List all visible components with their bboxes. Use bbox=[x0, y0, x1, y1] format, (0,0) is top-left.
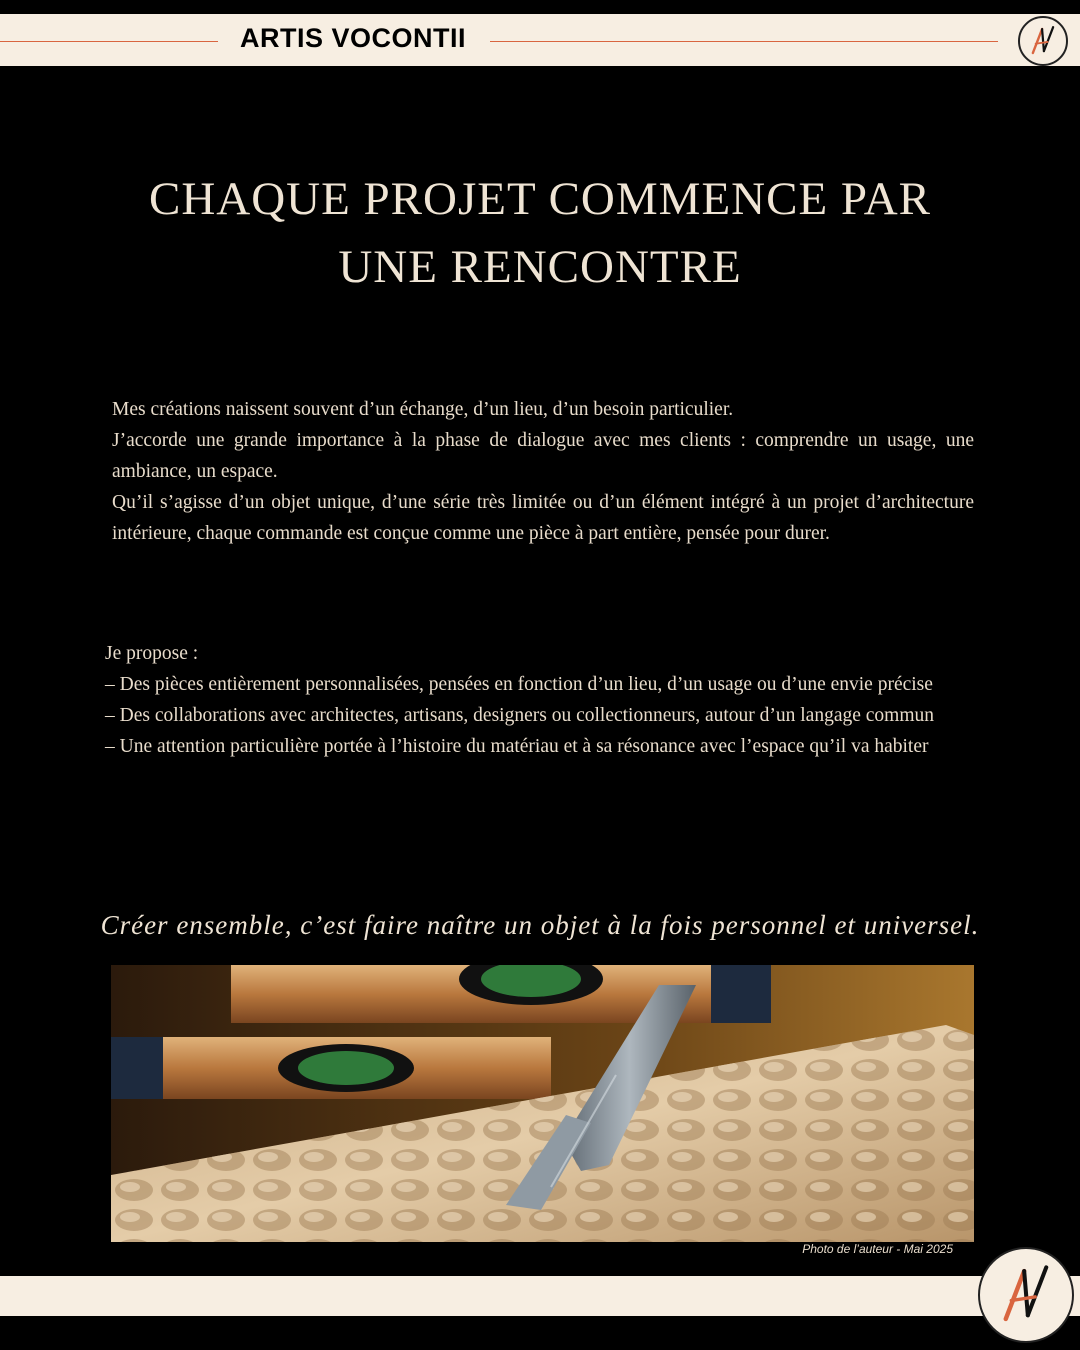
offer-item-2: – Des collaborations avec architectes, artisans, designers ou collectionneurs, autour d’un langage commun bbox=[105, 705, 935, 726]
offer-item-1: – Des pièces entièrement personnalisées, pensées en fonction d’un lieu, d’un usage ou d’une envie précise bbox=[105, 674, 933, 695]
offers-heading: Je propose : bbox=[105, 643, 199, 664]
offers-list bbox=[105, 638, 985, 762]
footer-bar bbox=[0, 1276, 1080, 1316]
chisel-photo bbox=[111, 965, 974, 1242]
header-rule-left bbox=[0, 41, 218, 42]
page-title bbox=[100, 165, 980, 301]
intro-paragraph-1: Mes créations naissent souvent d’un échange, d’un lieu, d’un besoin particulier. bbox=[112, 399, 734, 420]
header-rule-right bbox=[490, 41, 998, 42]
tagline: Créer ensemble, c’est faire naître un objet à la fois personnel et universel. bbox=[100, 910, 980, 940]
av-monogram-icon-footer[interactable] bbox=[978, 1247, 1074, 1343]
header-bar bbox=[0, 14, 1080, 66]
title-line-2: UNE RENCONTRE bbox=[338, 241, 742, 293]
intro-paragraph-3: Qu’il s’agisse d’un objet unique, d’une série très limitée ou d’un élément intégré à un projet d’architecture intérieure, chaque commande est conçue comme une pièce à part entière, pensée pour durer. bbox=[112, 492, 974, 544]
photo-caption: Photo de l’auteur - Mai 2025 bbox=[802, 1242, 953, 1256]
intro-paragraph-2: J’accorde une grande importance à la phase de dialogue avec mes clients : comprendre un usage, une ambiance, un espace. bbox=[112, 430, 974, 482]
brand-name[interactable]: ARTIS VOCONTII bbox=[240, 23, 467, 53]
offer-item-3: – Une attention particulière portée à l’histoire du matériau et à sa résonance avec l’espace qu’il va habiter bbox=[105, 736, 929, 757]
av-monogram-icon[interactable] bbox=[1018, 16, 1068, 66]
intro-text bbox=[112, 394, 974, 549]
title-line-1: CHAQUE PROJET COMMENCE PAR bbox=[148, 173, 932, 225]
